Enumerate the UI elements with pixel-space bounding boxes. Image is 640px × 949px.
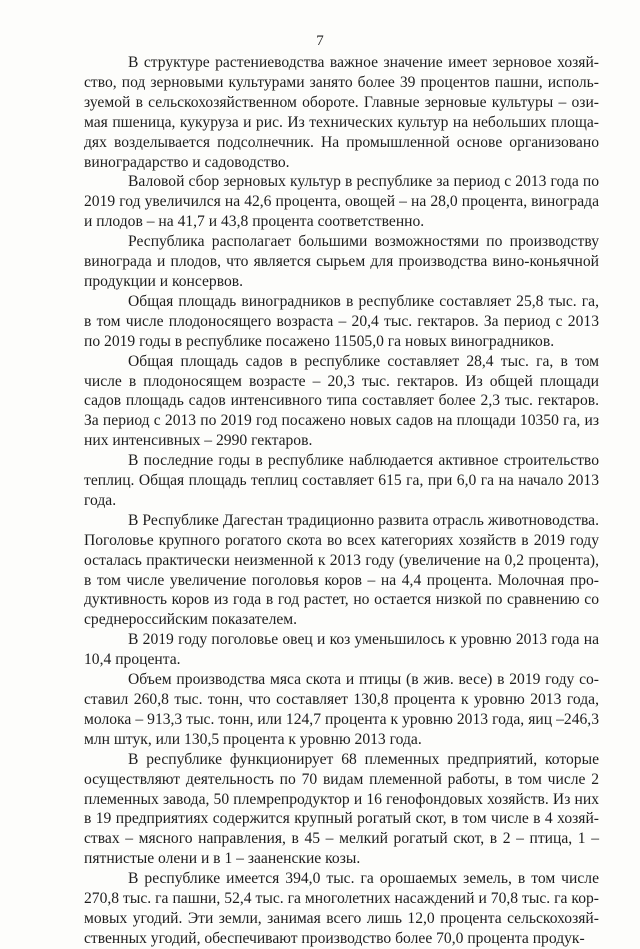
paragraph-livestock: В Республике Дагестан традиционно развита отрасль животноводства. Поголовье крупного рогатого скота во всех категориях хозяйств в 2019 году осталась практически неизменной к 2013 году (увеличение на 0,2 процента), в том числе увеличение поголовья коров – на 4,4 процента. Молочная продуктивность коров из года в год растет, но остается низкой по сравнению со среднероссийским показателем. bbox=[84, 511, 599, 629]
paragraph-gross-harvest: Валовой сбор зерновых культур в республике за период с 2013 года по 2019 год увеличился на 42,6 процента, овощей – на 28,0 процента, винограда и плодов – на 41,7 и 43,8 процента соответственно. bbox=[84, 173, 599, 231]
page-number: 7 bbox=[316, 33, 324, 49]
paragraph-meat-milk-eggs: Объем производства мяса скота и птицы (в жив. весе) в 2019 году составил 260,8 тыс. тонн, что составляет 130,8 процента к уровню 2013 года, молока – 913,3 тыс. тонн, или 124,7 процента к уровню 2013 года, яиц –246,3 млн штук, или 130,5 процента к уровню 2013 года. bbox=[84, 671, 599, 748]
paragraph-breeding-enterprises: В республике функционирует 68 племенных предприятий, которые осуществляют деятельность по 70 видам племенной работы, в том числе 2 племенных завода, 50 племрепродуктор и 16 генофондовых хозяйств. Из них в 19 предприятиях содержится крупный рогатый скот, в том числе в 4 хозяйствах – мясного направления, в 45 – мелкий рогатый скот, в 2 – птица, 1 – пятнистые олени и в 1 – зааненские козы. bbox=[84, 750, 599, 868]
paragraph-vineyard-area: Общая площадь виноградников в республике составляет 25,8 тыс. га, в том числе плодоносящего возраста – 20,4 тыс. гектаров. За период с 2013 по 2019 годы в республике посажено 11505,0 га новых виноградников. bbox=[84, 292, 599, 350]
paragraph-viticulture-potential: Республика располагает большими возможностями по производству винограда и плодов, что является сырьем для производства вино-коньячной продукции и консервов. bbox=[84, 233, 599, 290]
paragraph-irrigated-lands: В республике имеется 394,0 тыс. га орошаемых земель, в том числе 270,8 тыс. га пашни, 52,4 тыс. га многолетних насаждений и 70,8 тыс. га кормовых угодий. Эти земли, занимая всего лишь 12,0 процента сельскохозяйственных угодий, обеспечивают производство более 70,0 процента продук- bbox=[84, 870, 599, 947]
paragraph-orchard-area: Общая площадь садов в республике составляет 28,4 тыс. га, в том числе в плодоносящем возрасте – 20,3 тыс. гектаров. Из общей площади садов площадь садов интенсивного типа составляет более 2,3 тыс. гектаров. За период с 2013 по 2019 год посажено новых садов на площади 10350 га, из них интенсивных – 2990 гектаров. bbox=[84, 352, 599, 450]
body-text bbox=[84, 53, 599, 949]
paragraph-grain-farming: В структуре растениеводства важное значение имеет зерновое хозяйство, под зерновыми культурами занято более 39 процентов пашни, используемой в сельскохозяйственном обороте. Главные зерновые культуры – озимая пшеница, кукуруза и рис. Из технических культур на небольших площадях возделывается подсолнечник. На промышленной основе организовано виноградарство и садоводство. bbox=[84, 54, 599, 171]
paragraph-greenhouses: В последние годы в республике наблюдается активное строительство теплиц. Общая площадь теплиц составляет 615 га, при 6,0 га на начало 2013 года. bbox=[84, 452, 599, 509]
paragraph-sheep-goats: В 2019 году поголовье овец и коз уменьшилось к уровню 2013 года на 10,4 процента. bbox=[84, 631, 599, 669]
